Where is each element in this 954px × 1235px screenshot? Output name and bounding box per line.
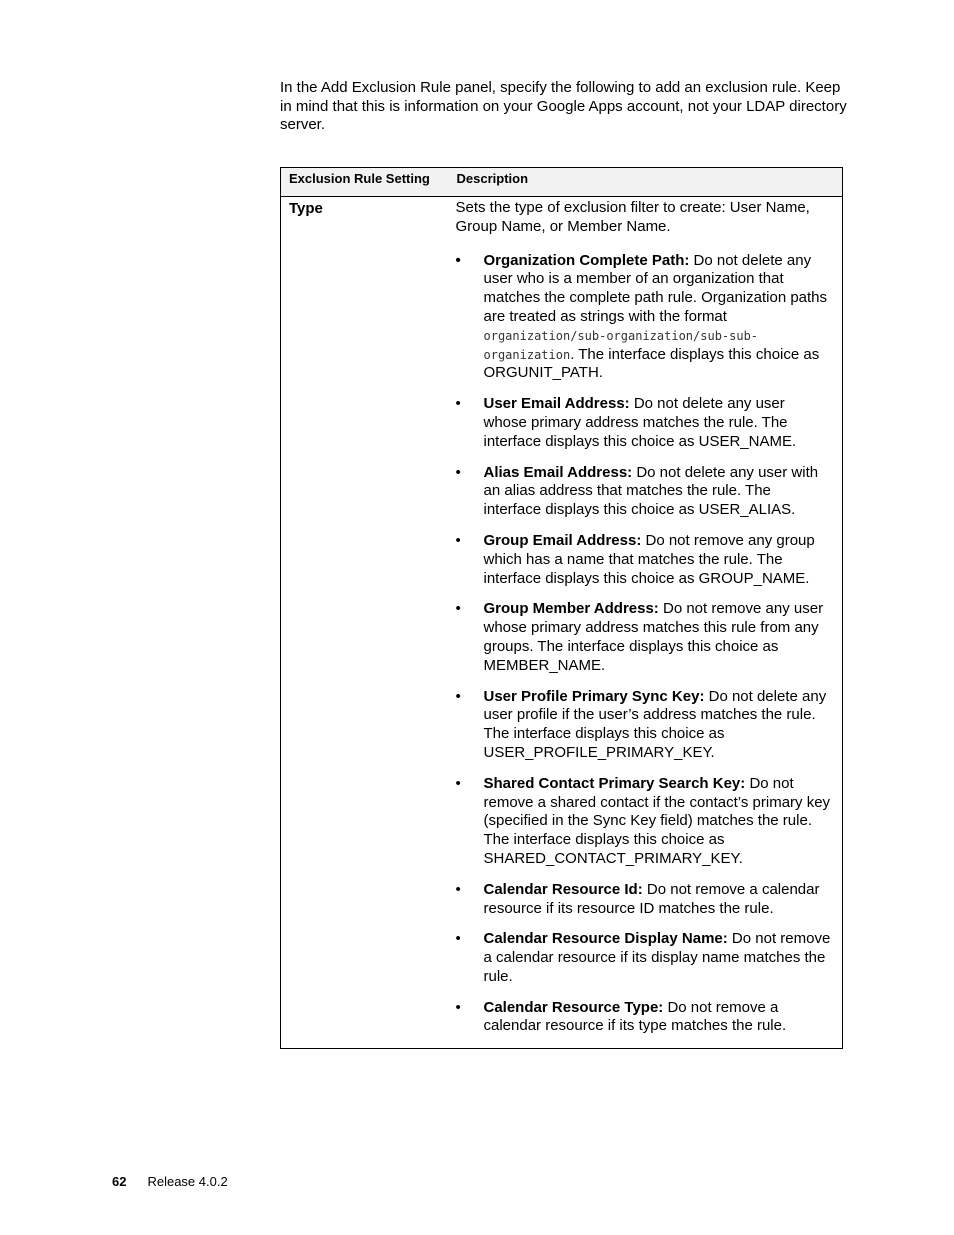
intro-paragraph: In the Add Exclusion Rule panel, specify the following to add an exclusion rule. Keep in mind that this is information on your Google Apps account, not your LDAP directory server. [280, 79, 847, 133]
bullet-icon: • [455, 880, 461, 898]
bullet-icon: • [455, 463, 461, 481]
list-item [456, 395, 833, 451]
option-term: User Email Address: [483, 395, 630, 413]
list-item [456, 881, 833, 919]
option-term: Alias Email Address: [483, 463, 633, 481]
option-text: Do not delete any user with an alias address that matches the rule. The interface displays this choice as USER_ALIAS. [483, 463, 819, 519]
page-footer [112, 1174, 228, 1189]
option-text: Do not delete any user profile if the user’s address matches the rule. The interface displays this choice as USER_PROFILE_PRIMARY_KEY. [483, 687, 827, 761]
bullet-icon: • [455, 600, 461, 618]
bullet-icon: • [455, 395, 461, 413]
table-header-row [281, 168, 843, 197]
release-label: Release 4.0.2 [147, 1174, 228, 1189]
option-term: Organization Complete Path: [483, 251, 690, 269]
column-header-setting: Exclusion Rule Setting [281, 168, 449, 197]
column-header-description: Description [449, 168, 843, 197]
bullet-icon: • [455, 998, 461, 1016]
option-term: Calendar Resource Display Name: [483, 930, 728, 948]
table-row [281, 197, 843, 1049]
option-text: Do not remove a calendar resource if its resource ID matches the rule. [483, 880, 820, 917]
setting-name: Type [289, 200, 323, 217]
option-text-end: . The interface displays this choice as ORGUNIT_PATH. [483, 345, 820, 382]
setting-description [449, 197, 843, 1049]
bullet-icon: • [455, 531, 461, 549]
bullet-icon: • [455, 251, 461, 269]
option-text: Do not remove any group which has a name that matches the rule. The interface displays this choice as GROUP_NAME. [483, 531, 815, 587]
option-text: Do not remove a calendar resource if its type matches the rule. [483, 998, 787, 1035]
bullet-icon: • [455, 687, 461, 705]
list-item [456, 688, 833, 763]
option-term: Calendar Resource Type: [483, 998, 664, 1016]
type-summary: Sets the type of exclusion filter to create: User Name, Group Name, or Member Name. [455, 199, 810, 235]
list-item [456, 252, 833, 384]
option-term: Group Email Address: [483, 531, 642, 549]
list-item [456, 930, 833, 986]
page-number: 62 [112, 1174, 127, 1189]
option-term: Group Member Address: [483, 600, 659, 618]
option-text: Do not remove any user whose primary address matches this rule from any groups. The interface displays this choice as MEMBER_NAME. [483, 600, 824, 674]
path-format-code: organization/sub-organization/sub-sub-organization [483, 328, 759, 362]
option-term: Shared Contact Primary Search Key: [483, 774, 746, 792]
option-text: Do not delete any user who is a member of an organization that matches the complete path rule. Organization paths are treated as strings with the format [483, 251, 828, 325]
bullet-icon: • [455, 774, 461, 792]
list-item [456, 999, 833, 1037]
option-term: Calendar Resource Id: [483, 880, 643, 898]
option-text: Do not remove a calendar resource if its display name matches the rule. [483, 930, 831, 985]
list-item [456, 600, 833, 675]
option-text: Do not remove a shared contact if the contact’s primary key (specified in the Sync Key field) matches the rule. The interface displays this choice as SHARED_CONTACT_PRIMARY_KEY. [483, 774, 831, 867]
list-item [456, 775, 833, 869]
option-text: Do not delete any user whose primary address matches the rule. The interface displays this choice as USER_NAME. [483, 395, 797, 450]
type-options-list [456, 252, 833, 1037]
exclusion-rule-table [280, 167, 843, 1049]
bullet-icon: • [455, 930, 461, 948]
option-term: User Profile Primary Sync Key: [483, 687, 705, 705]
list-item [456, 532, 833, 588]
list-item [456, 464, 833, 520]
